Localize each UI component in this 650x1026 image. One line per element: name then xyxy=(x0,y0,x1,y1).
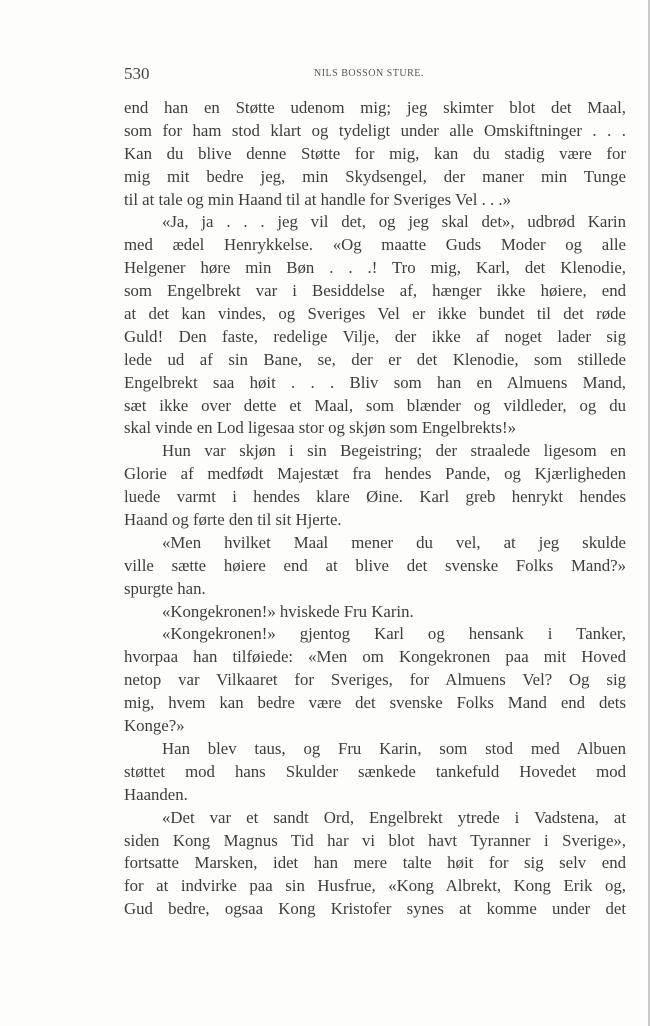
text-line: «Kongekronen!» gjentog Karl og hensank i Tanker, xyxy=(162,624,626,644)
text-line: «Det var et sandt Ord, Engelbrekt ytrede i Vadstena, at xyxy=(162,807,626,827)
page-number: 530 xyxy=(124,64,150,83)
text-line: som Engelbrekt var i Besiddelse af, hænger ikke høiere, end xyxy=(124,281,626,301)
text-line: «Men hvilket Maal mener du vel, at jeg skulde xyxy=(162,532,626,552)
text-line: for at indvirke paa sin Husfrue, «Kong Albrekt, Kong Erik og, xyxy=(124,876,626,896)
text-line: som for ham stod klart og tydeligt under alle Omskiftninger . . . xyxy=(124,120,626,140)
text-line: til at tale og min Haand til at handle for Sveriges Vel . . .» xyxy=(124,189,511,209)
text-line: Haanden. xyxy=(124,784,188,804)
text-line: siden Kong Magnus Tid har vi blot havt Tyranner i Sverige», xyxy=(124,830,626,850)
text-line: med ædel Henrykkelse. «Og maatte Guds Moder og alle xyxy=(124,235,626,255)
running-head: NILS BOSSON STURE. xyxy=(314,68,424,79)
text-line: skal vinde en Lod ligesaa stor og skjøn som Engelbrekts!» xyxy=(124,418,516,438)
text-line: luede varmt i hendes klare Øine. Karl greb henrykt hendes xyxy=(124,487,626,507)
text-line: «Kongekronen!» hviskede Fru Karin. xyxy=(162,601,414,621)
text-line: lede ud af sin Bane, se, der er det Klenodie, som stillede xyxy=(124,349,626,369)
text-line: hvorpaa han tilføiede: «Men om Kongekronen paa mit Hoved xyxy=(124,647,626,667)
text-line: Han blev taus, og Fru Karin, som stod med Albuen xyxy=(162,738,626,758)
text-line: netop var Vilkaaret for Sveriges, for Almuens Vel? Og sig xyxy=(124,670,626,690)
text-line: støttet mod hans Skulder sænkede tankefuld Hovedet mod xyxy=(124,761,626,781)
text-line: «Ja, ja . . . jeg vil det, og jeg skal det», udbrød Karin xyxy=(162,212,626,232)
text-line: end han en Støtte udenom mig; jeg skimter blot det Maal, xyxy=(124,98,626,117)
text-line: mig mit bedre jeg, min Skydsengel, der maner min Tunge xyxy=(124,166,626,186)
text-line: Kan du blive denne Støtte for mig, kan du stadig være for xyxy=(124,143,626,163)
text-line: Engelbrekt saa høit . . . Bliv som han en Almuens Mand, xyxy=(124,372,626,392)
text-line: at det kan vindes, og Sveriges Vel er ikke bundet til det røde xyxy=(124,304,626,324)
page-header xyxy=(124,64,626,88)
text-line: Helgener høre min Bøn . . .! Tro mig, Karl, det Klenodie, xyxy=(124,258,626,278)
text-line: Gud bedre, ogsaa Kong Kristofer synes at komme under det xyxy=(124,899,626,919)
text-line: Hun var skjøn i sin Begeistring; der straalede ligesom en xyxy=(162,441,626,461)
body-text xyxy=(124,97,626,921)
text-line: fortsatte Marsken, idet han mere talte høit for sig selv end xyxy=(124,853,626,873)
text-line: Guld! Den faste, redelige Vilje, der ikke af noget lader sig xyxy=(124,326,626,346)
text-line: Glorie af medfødt Majestæt fra hendes Pande, og Kjærligheden xyxy=(124,464,626,484)
text-line: spurgte han. xyxy=(124,578,206,598)
text-line: Konge?» xyxy=(124,716,185,736)
text-line: ville sætte høiere end at blive det svenske Folks Mand?» xyxy=(124,555,626,575)
text-line: mig, hvem kan bedre være det svenske Folks Mand end dets xyxy=(124,693,626,713)
text-line: Haand og førte den til sit Hjerte. xyxy=(124,510,342,530)
text-line: sæt ikke over dette et Maal, som blænder og vildleder, og du xyxy=(124,395,626,415)
